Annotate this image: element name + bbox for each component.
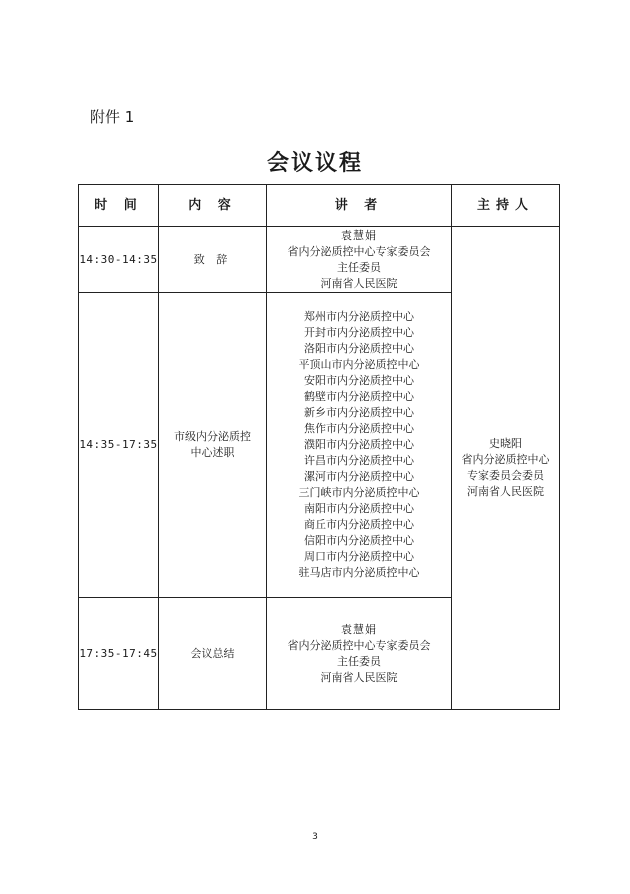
speaker-center: 三门峡市内分泌质控中心 [298, 486, 420, 499]
page-number: 3 [312, 832, 318, 842]
page-title: 会议议程 [266, 151, 363, 176]
speaker-center: 驻马店市内分泌质控中心 [298, 566, 420, 579]
speaker-center: 新乡市内分泌质控中心 [304, 406, 414, 419]
speaker-center: 焦作市内分泌质控中心 [304, 422, 414, 435]
header-speaker: 讲 者 [267, 185, 452, 227]
table-header-row [79, 185, 560, 227]
speaker-org: 省内分泌质控中心专家委员会 [287, 638, 431, 652]
speaker-center: 周口市内分泌质控中心 [304, 550, 414, 563]
agenda-table [78, 184, 560, 710]
speaker-hospital: 河南省人民医院 [320, 276, 398, 290]
host-name: 史晓阳 [489, 437, 522, 450]
header-time: 时 间 [79, 185, 159, 227]
row-speaker [267, 227, 452, 293]
table-row [79, 227, 560, 293]
content-line: 中心述职 [190, 446, 235, 459]
row-content [159, 293, 267, 598]
row-speaker-list [267, 293, 452, 598]
attachment-label: 附件 1 [90, 108, 135, 126]
speaker-center: 平顶山市内分泌质控中心 [298, 358, 420, 371]
speaker-center: 许昌市内分泌质控中心 [304, 454, 414, 467]
speaker-center: 南阳市内分泌质控中心 [304, 502, 414, 515]
speaker-center: 安阳市内分泌质控中心 [304, 374, 414, 387]
header-content: 内 容 [159, 185, 267, 227]
row-speaker [267, 598, 452, 710]
header-host: 主持人 [452, 185, 560, 227]
row-time: 17:35-17:45 [79, 598, 159, 710]
row-content: 会议总结 [159, 598, 267, 710]
row-time: 14:35-17:35 [79, 293, 159, 598]
speaker-title: 主任委员 [337, 260, 381, 274]
host-org: 省内分泌质控中心 [461, 453, 550, 466]
speaker-center: 鹤壁市内分泌质控中心 [304, 390, 414, 403]
speaker-name: 袁慧娟 [341, 228, 377, 242]
speaker-center: 信阳市内分泌质控中心 [304, 534, 414, 547]
speaker-hospital: 河南省人民医院 [320, 670, 398, 684]
row-content: 致 辞 [159, 227, 267, 293]
speaker-center: 漯河市内分泌质控中心 [304, 470, 414, 483]
content-line: 市级内分泌质控 [174, 430, 251, 443]
speaker-title: 主任委员 [337, 654, 381, 668]
host-cell [452, 227, 560, 710]
host-title: 专家委员会委员 [467, 469, 544, 482]
speaker-center: 洛阳市内分泌质控中心 [304, 342, 414, 355]
speaker-center: 郑州市内分泌质控中心 [304, 310, 414, 323]
speaker-center: 商丘市内分泌质控中心 [304, 518, 414, 531]
speaker-center: 开封市内分泌质控中心 [304, 326, 414, 339]
speaker-name: 袁慧娟 [341, 622, 377, 636]
speaker-org: 省内分泌质控中心专家委员会 [287, 244, 431, 258]
host-hospital: 河南省人民医院 [467, 485, 544, 498]
speaker-center: 濮阳市内分泌质控中心 [304, 438, 414, 451]
row-time: 14:30-14:35 [79, 227, 159, 293]
